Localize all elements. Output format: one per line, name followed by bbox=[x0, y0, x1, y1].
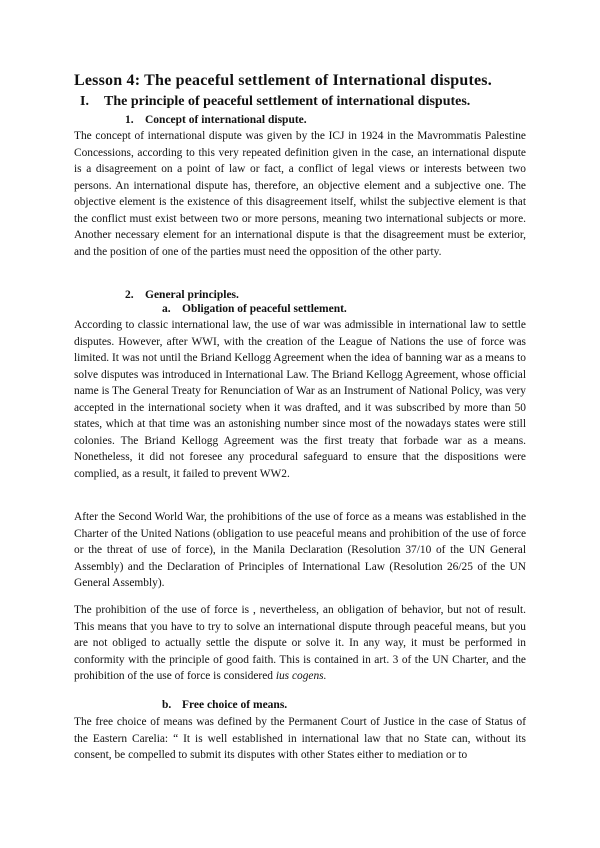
subsection-heading-text: Free choice of means. bbox=[182, 699, 288, 711]
subsection-heading-text: General principles. bbox=[145, 289, 239, 301]
subsection-letter: a. bbox=[162, 303, 171, 315]
subsection-letter: b. bbox=[162, 699, 172, 711]
subsection-number: 1. bbox=[125, 114, 134, 126]
paragraph-free-choice: The free choice of means was defined by the Permanent Court of Justice in the case of Status of the Eastern Carelia: “ It is well established in international law that no State can, without its consent, be compelled to submit its disputes with other States either to mediation or to bbox=[74, 716, 526, 761]
section-number: I. bbox=[80, 94, 89, 109]
subsection-heading-1 bbox=[125, 114, 307, 126]
subsection-heading-2b bbox=[162, 699, 287, 711]
subsection-heading-text: Concept of international dispute. bbox=[145, 114, 307, 126]
subsection-heading-2 bbox=[125, 289, 239, 301]
paragraph-concept: The concept of international dispute was given by the ICJ in 1924 in the Mavrommatis Palestine Concessions, according to this very repeated definition given in the case, an international dispute is a disagreement on a point of law or fact, a conflict of legal views or interests between two persons. An international dispute has, therefore, an objective element and a subjective one. The objective element is the existence of this disagreement itself, whilst the subjective element is that the conflict must exist between two or more persons, meaning two international subjects or more. Another necessary element for an international dispute is that the disagreement must be exterior, and the position of one of the parties must need the opposition of the other party. bbox=[74, 130, 526, 258]
paragraph-prohibition-text: The prohibition of the use of force is , nevertheless, an obligation of behavior, but not of result. This means that you have to try to solve an international dispute through peaceful means, but you are not obliged to actually settle the dispute or solve it. In any way, it must be performed in conformity with the principle of good faith. This is contained in art. 3 of the UN Charter, and the prohibition of the use of force is considered bbox=[74, 604, 526, 682]
subsection-heading-2a bbox=[162, 303, 347, 315]
lesson-title: Lesson 4: The peaceful settlement of International disputes. bbox=[74, 72, 492, 89]
paragraph-obligation: According to classic international law, the use of war was admissible in international law to settle disputes. However, after WWI, with the creation of the League of Nations the use of force was limited. It was not until the Briand Kellogg Agreement when the idea of banning war as a means to solve disputes was introduced in International Law. The Briand Kellogg Agreement, whose official name is The General Treaty for Renunciation of War as an Instrument of National Policy, was very accepted in the international society when it was drafted, and it was subscribed by more than 50 states, which at that time was an astonishing number since most of the nowadays states were still colonies. The Briand Kellogg Agreement was the first treaty that forbade war as a means. Nonetheless, it did not foresee any procedural safeguard to ensure that the dispositions were complied, as a result, it failed to prevent WW2. bbox=[74, 319, 526, 480]
section-heading-text: The principle of peaceful settlement of international disputes. bbox=[104, 94, 471, 109]
subsection-heading-text: Obligation of peaceful settlement. bbox=[182, 303, 347, 315]
section-heading-1 bbox=[80, 94, 550, 110]
subsection-number: 2. bbox=[125, 289, 134, 301]
paragraph-prohibition bbox=[74, 602, 526, 685]
paragraph-after-wwii: After the Second World War, the prohibitions of the use of force as a means was established in the Charter of the United Nations (obligation to use peaceful means and prohibition of the use of force or the threat of use of force), in the Manila Declaration (Resolution 37/10 of the UN General Assembly) and the Declaration of Principles of International Law (Resolution 26/25 of the UN General Assembly). bbox=[74, 511, 526, 589]
ius-cogens-term: ius cogens. bbox=[275, 670, 327, 682]
